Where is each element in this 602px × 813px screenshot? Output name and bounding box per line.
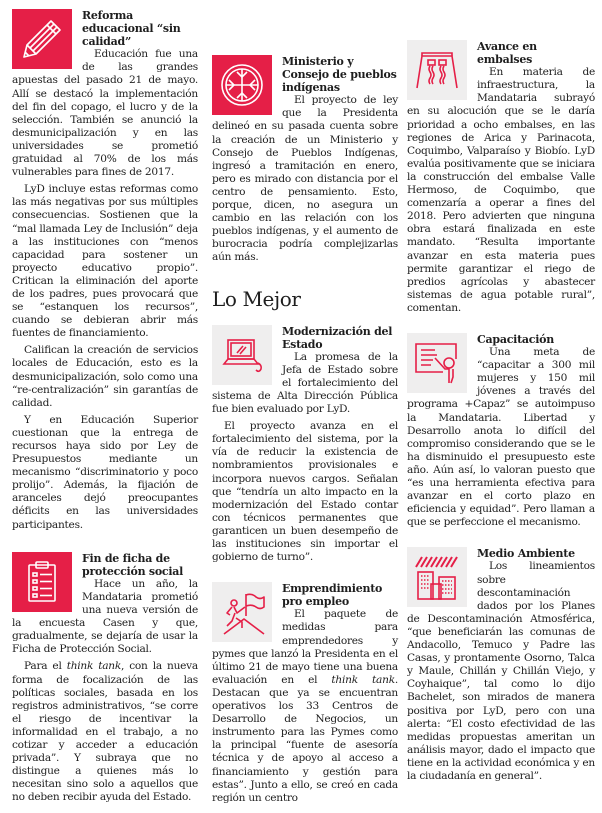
climber-flag-icon [212, 582, 272, 642]
indigenous-cross-icon [212, 55, 272, 115]
article-title: Emprendimiento pro empleo [282, 582, 383, 609]
section-title-lo-mejor: Lo Mejor [212, 286, 301, 311]
article-title: Medio Ambiente [477, 547, 575, 561]
article-title: Capacitación [477, 332, 554, 346]
text-run: , [121, 660, 130, 673]
article-medio-ambiente [407, 547, 595, 783]
article-title: Fin de ficha de protección social [82, 551, 184, 578]
clipboard-checklist-icon [12, 552, 72, 612]
article-modernizacion [212, 325, 398, 565]
article-paragraph: Una meta de “capacitar a 300 mil mujeres y 150 mil jóvenes a través del programa +Capaz” se autoimpuso la Mandataria. Libertad y Desarrollo anota lo difícil del compromiso considerando que se le ha disminuido el presupuesto este año. Aún así, lo valoran puesto que “es una herramienta efectiva para avanzar en el corto plazo en eficiencia y equidad”. Pero llaman a que se perfeccione el mecanismo. [407, 346, 595, 529]
article-paragraph: Y en Educación Superior cuestionan que la entrega de recursos haya sido por Ley de Presupuestos mediante un mecanismo “discriminatorio y poco prolijo”. Además, la fijación de aranceles dejó preocupantes déficits en las universidades participantes. [12, 413, 198, 531]
smog-buildings-icon [407, 547, 467, 607]
article-ficha-proteccion [12, 552, 198, 805]
article-capacitacion [407, 333, 595, 529]
article-title: Modernización del Estado [282, 324, 393, 351]
article-paragraph: En materia de infraestructura, la Mandataria subrayó en su alocución que se le daría prioridad a ocho embalses, en las regiones de Arica y Parinacota, Coquimbo, Valparaíso y Biobío. LyD evalúa positivamente que se iniciara la construcción del embalse Valle Hermoso, de Coquimbo, que comenzaría a operar a fines del 2018. Pero advierten que ninguna obra estará finalizada en este mandato. “Resulta importante avanzar en esta materia pues permite garantizar el riego de predios agrícolas y abastecer sistemas de agua potable rural”, comentan. [407, 66, 595, 314]
laptop-icon [212, 325, 272, 385]
article-paragraph: Califican la creación de servicios locales de Educación, esto es la desmunicipalización, solo como una “re-centralización” sin garantías de calidad. [12, 344, 198, 409]
text-run: . Destacan que ya se encuentran operativos los 33 Centros de Desarrollo de Negocios, un instrumento para las Pymes como la principal “fuente de asesoría técnica y de apoyo al acceso a financiamiento y gestión para estas”. Junto a ello, se creó en cada región un centro [212, 673, 398, 804]
article-paragraph: El proyecto de ley que la Presidenta delineó en su pasada cuenta sobre la creación de un Ministerio y Consejo de Pueblos Indígenas, ingresó a tramitación en enero, pero es mirado con distancia por el centro de pensamiento. Esto, porque, dicen, no asegura un cambio en las relación con los pueblos indígenas, y el aumento de burocracia podría complejizarlas aún más. [212, 94, 398, 264]
article-paragraph: La promesa de la Jefa de Estado sobre el fortalecimiento del sistema de Alta Dirección Pública fue bien evaluado por LyD. [212, 350, 398, 416]
text-run: El paquete de medidas para emprendedores y pymes que lanzó la Presidenta en el último 21 de mayo tiene una buena evaluación en el [212, 608, 398, 686]
article-paragraph: Educación fue una de las grandes apuestas del pasado 21 de mayo. Allí se destacó la implementación del fin del copago, el lucro y de la selección. También se anunció la desmunicipalización y en las universidades se prometió gratuidad al 70% de los más vulnerables para fines de 2017. [12, 48, 198, 179]
column-2 [212, 0, 398, 805]
article-ministerio-pueblos [212, 55, 398, 265]
article-title: Ministerio y Consejo de pueblos indígenas [282, 55, 397, 95]
article-title: Avance en embalses [477, 40, 537, 67]
italic-term: think tank [66, 660, 122, 673]
text-run: Para el [24, 660, 67, 673]
article-paragraph [12, 660, 198, 804]
dam-reservoir-icon [407, 40, 467, 100]
article-paragraph: Hace un año, la Mandataria prometió una nueva versión de la encuesta Casen y que, gradualmente, se dejaría de usar la Ficha de Protección Social. [12, 577, 198, 656]
column-1 [12, 0, 198, 804]
text-run: con la nueva forma de focalización de las políticas sociales, basada en los registros administrativos, “se corre el riesgo de incentivar la informalidad en el trabajo, a no cotizar y acceder a educación privada”. Y subraya que no distingue a quienes más lo necesitan sino solo a aquellos que no deben recibir ayuda del Estado. [12, 660, 198, 804]
article-reforma-educacional [12, 9, 198, 532]
article-title: Reforma educacional “sin calidad” [82, 9, 181, 49]
italic-term: think tank [331, 673, 395, 686]
pencil-icon [12, 9, 72, 69]
article-avance-embalses [407, 40, 595, 315]
article-paragraph: LyD incluye estas reformas como las más negativas por sus múltiples consecuencias. Sostienen que la “mal llamada Ley de Inclusión” deja a las instituciones con “menos capacidad para sostener un proyecto educativo propio”. Critican la eliminación del aporte de los padres, pues provocará que se “estanquen los recursos”, cuando se debieran abrir más fuentes de financiamiento. [12, 183, 198, 340]
article-paragraph: El proyecto avanza en el fortalecimiento del sistema, por la vía de reducir la existencia de nombramientos provisionales e incorpora nuevos cargos. Señalan que “tendría un alto impacto en la modernización del Estado contar con técnicos permanentes que garanticen un buen desempeño de las instituciones sin importar el gobierno de turno”. [212, 420, 398, 564]
article-paragraph: Los lineamientos sobre descontaminación dados por los Planes de Descontaminación Atmosférica, “que beneficiarán las comunas de Andacollo, Temuco y Padre las Casas, y prontamente Osorno, Talca y Maule, Chillán y Chillán Viejo, y Coyhaique”, tal como lo dijo Bachelet, son mirados de manera positiva por LyD, pero con una alerta: “El costo efectividad de las medidas propuestas ameritan un análisis mayor, dado el impacto que tiene en la actividad económica y en la ciudadanía en general”. [407, 560, 595, 782]
article-emprendimiento [212, 582, 398, 805]
column-3 [407, 0, 595, 783]
teacher-whiteboard-icon [407, 333, 467, 393]
